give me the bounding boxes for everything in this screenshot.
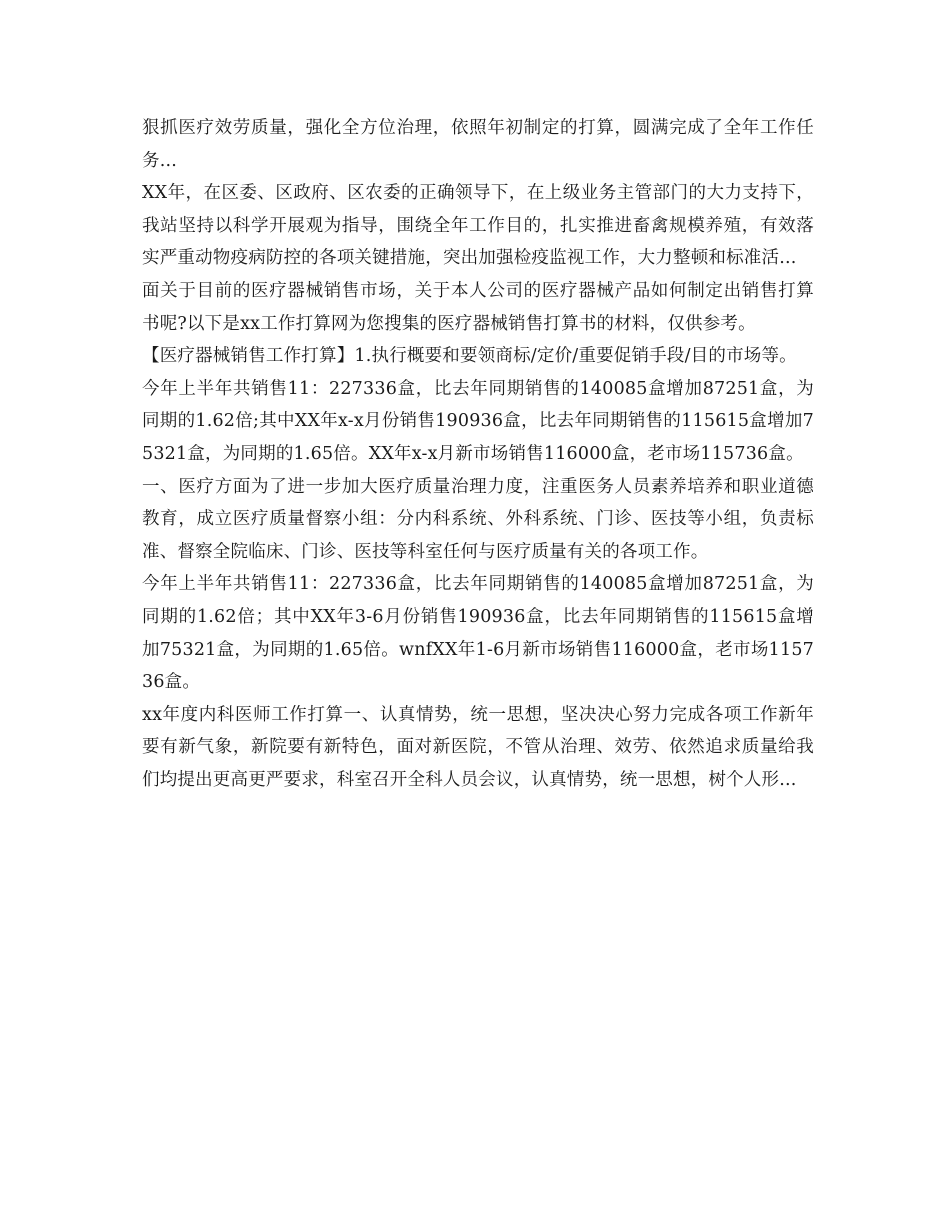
document-body bbox=[142, 112, 814, 796]
paragraph-sales-figures-1: 今年上半年共销售11：227336盒，比去年同期销售的140085盒增加87251盒，为同期的1.62倍;其中XX年x-x月份销售190936盒，比去年同期销售的115615盒增加75321盒，为同期的1.65倍。XX年x-x月新市场销售116000盒，老市场115736盒。 bbox=[142, 378, 814, 464]
paragraph-service-quality: 狠抓医疗效劳质量，强化全方位治理，依照年初制定的打算，圆满完成了全年工作任务... bbox=[142, 118, 814, 171]
paragraph-internal-medicine-plan: xx年度内科医师工作打算一、认真情势，统一思想，坚决决心努力完成各项工作新年要有新气象，新院要有新特色，面对新医院，不管从治理、效劳、依然追求质量给我们均提出更高更严要求，科室召开全科人员会议，认真情势，统一思想，树个人形... bbox=[142, 704, 814, 790]
paragraph-sales-plan-heading: 【医疗器械销售工作打算】1.执行概要和要领商标/定价/重要促销手段/目的市场等。 bbox=[142, 346, 797, 367]
paragraph-veterinary-station: XX年，在区委、区政府、区农委的正确领导下，在上级业务主管部门的大力支持下，我站坚持以科学开展观为指导，围绕全年工作目的，扎实推进畜禽规模养殖，有效落实严重动物疫病防控的各项关键措施，突出加强检疫监视工作，大力整顿和标准活... bbox=[142, 183, 814, 269]
paragraph-device-sales-market: 面关于目前的医疗器械销售市场，关于本人公司的医疗器械产品如何制定出销售打算书呢?以下是xx工作打算网为您搜集的医疗器械销售打算书的材料，仅供参考。 bbox=[142, 280, 814, 334]
paragraph-medical-quality: 一、医疗方面为了进一步加大医疗质量治理力度，注重医务人员素养培养和职业道德教育，成立医疗质量督察小组：分内科系统、外科系统、门诊、医技等小组，负责标准、督察全院临床、门诊、医技等科室任何与医疗质量有关的各项工作。 bbox=[142, 476, 814, 562]
paragraph-sales-figures-2: 今年上半年共销售11：227336盒，比去年同期销售的140085盒增加87251盒，为同期的1.62倍；其中XX年3-6月份销售190936盒，比去年同期销售的115615盒增加75321盒，为同期的1.65倍。wnfXX年1-6月新市场销售116000盒，老市场115736盒。 bbox=[142, 574, 814, 693]
